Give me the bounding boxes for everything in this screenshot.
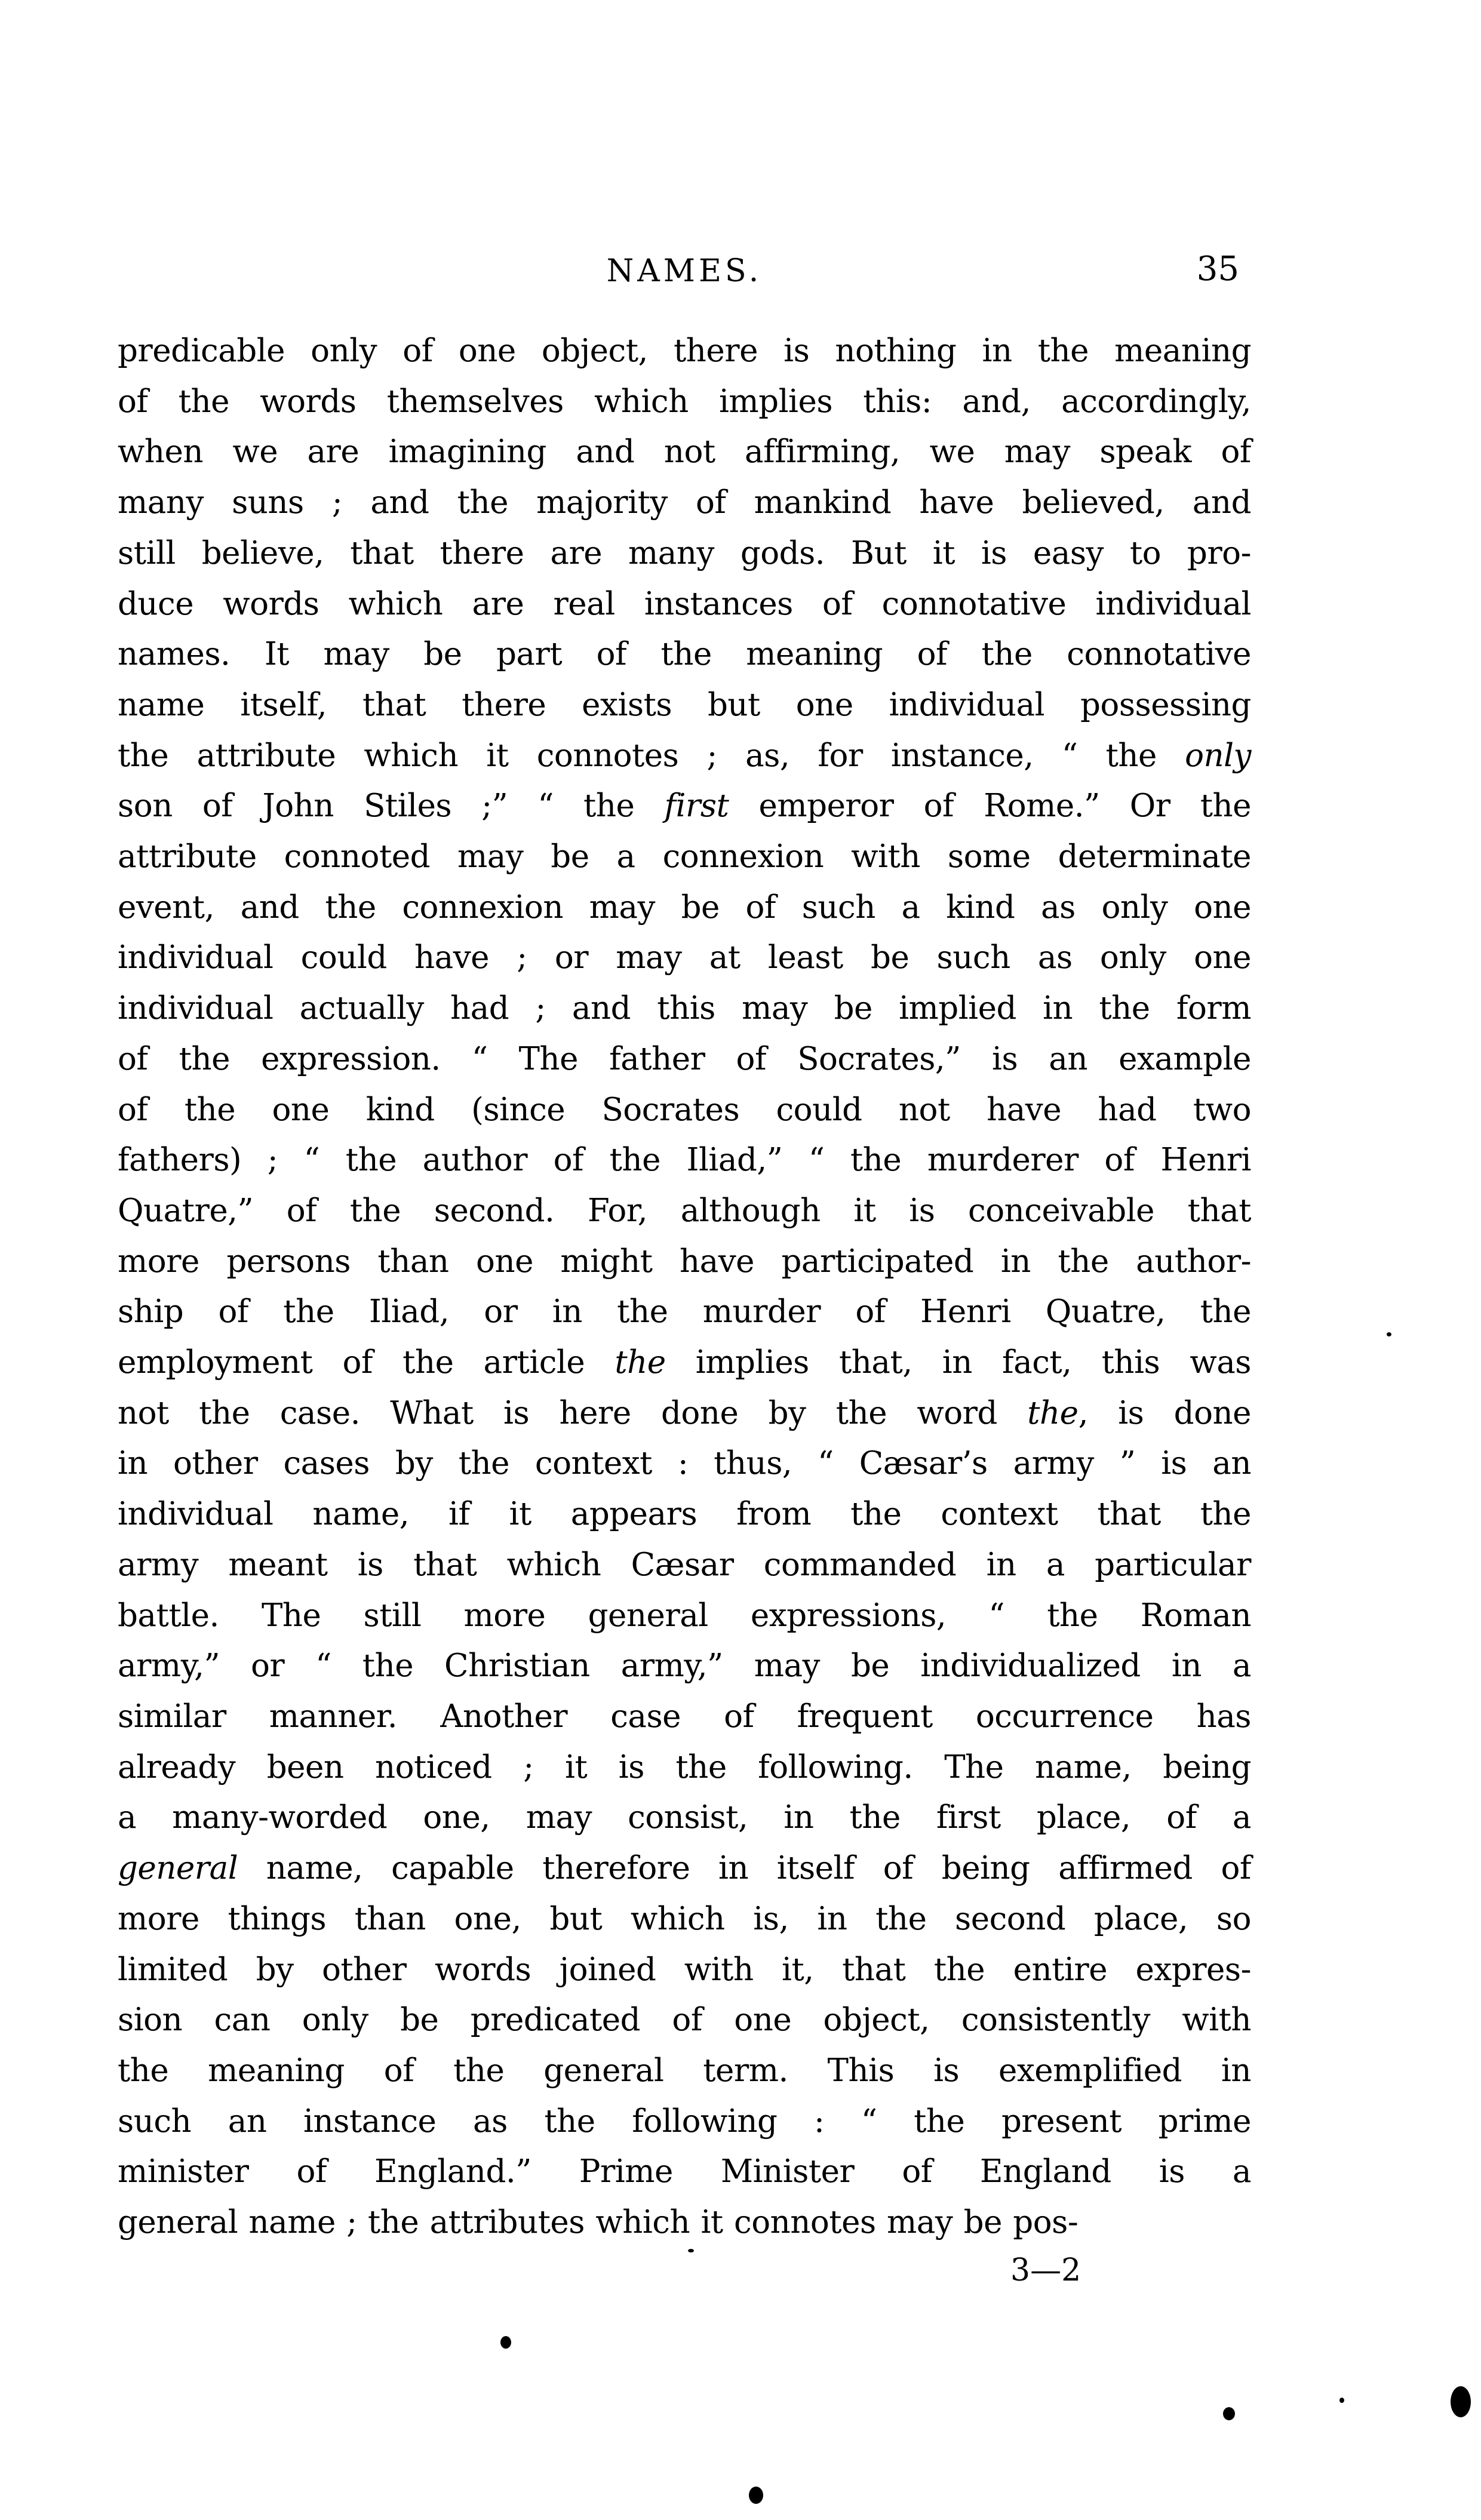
text-line: individual name, if it appears from the context that the [118,1496,1251,1533]
text-line: in other cases by the context : thus, “ Cæsar’s army ” is an [118,1445,1251,1482]
text-line: predicable only of one object, there is nothing in the meaning [118,333,1251,369]
italic-text: the [614,1344,666,1381]
italic-text: only [1185,737,1251,774]
text-line: attribute connoted may be a connexion with some determinate [118,838,1251,875]
text-line: duce words which are real instances of connotative individual [118,585,1251,622]
text-line: similar manner. Another case of frequent occurrence has [118,1698,1251,1735]
text-line: names. It may be part of the meaning of the connotative [118,636,1251,673]
ink-speck [1339,2398,1344,2403]
text-line: the meaning of the general term. This is exemplified in [118,2052,1251,2089]
ink-speck [688,2249,694,2252]
text-line: of the expression. “ The father of Socrates,” is an example [118,1040,1251,1077]
text-line: name itself, that there exists but one individual possessing [118,686,1251,723]
text-line: ship of the Iliad, or in the murder of Henri Quatre, the [118,1293,1251,1330]
italic-text: the [1027,1394,1079,1431]
text-line: individual could have ; or may at least be such as only one [118,939,1251,976]
text-line: minister of England.” Prime Minister of England is a [118,2153,1251,2190]
text-line: battle. The still more general expressions, “ the Roman [118,1597,1251,1634]
text-line: limited by other words joined with it, that the entire expres- [118,1951,1251,1988]
italic-text: first [664,788,729,825]
text-line: such an instance as the following : “ the present prime [118,2103,1251,2140]
ink-speck [500,2336,511,2349]
text-line: already been noticed ; it is the following. The name, being [118,1748,1251,1785]
text-line: event, and the connexion may be of such a kind as only one [118,889,1251,926]
text-line: sion can only be predicated of one object, consistently with [118,2002,1251,2039]
ink-speck [1387,1332,1391,1336]
text-line: still believe, that there are many gods. But it is easy to pro- [118,534,1251,571]
body-text [118,326,1251,2248]
text-line: the attribute which it connotes ; as, for instance, “ the only [118,737,1251,774]
ink-speck [749,2487,763,2504]
ink-speck [1223,2407,1235,2420]
text-line: many suns ; and the majority of mankind have believed, and [118,484,1251,521]
text-line: of the words themselves which implies this: and, accordingly, [118,383,1251,420]
text-line: fathers) ; “ the author of the Iliad,” “ the murderer of Henri [118,1142,1251,1179]
text-line: more persons than one might have participated in the author- [118,1243,1251,1280]
italic-text: general [118,1850,238,1887]
text-line: more things than one, but which is, in the second place, so [118,1900,1251,1937]
text-line: of the one kind (since Socrates could not have had two [118,1091,1251,1128]
text-line: general name ; the attributes which it connotes may be pos- [118,2204,1079,2241]
text-line: not the case. What is here done by the word the, is done [118,1394,1251,1431]
text-line: a many-worded one, may consist, in the first place, of a [118,1799,1251,1836]
text-line: individual actually had ; and this may be implied in the form [118,990,1251,1027]
text-line: when we are imagining and not affirming, we may speak of [118,434,1251,471]
text-line: general name, capable therefore in itself of being affirmed of [118,1850,1251,1887]
running-title: NAMES. [606,253,763,289]
text-line: employment of the article the implies that, in fact, this was [118,1344,1251,1381]
text-line: army,” or “ the Christian army,” may be individualized in a [118,1648,1251,1685]
text-line: army meant is that which Cæsar commanded in a particular [118,1546,1251,1583]
page-number: 35 [1196,250,1239,288]
signature-mark: 3—2 [1010,2252,1081,2288]
ink-speck [1451,2386,1471,2417]
text-line: son of John Stiles ;” “ the first emperor of Rome.” Or the [118,788,1251,825]
text-line: Quatre,” of the second. For, although it is conceivable that [118,1192,1251,1229]
